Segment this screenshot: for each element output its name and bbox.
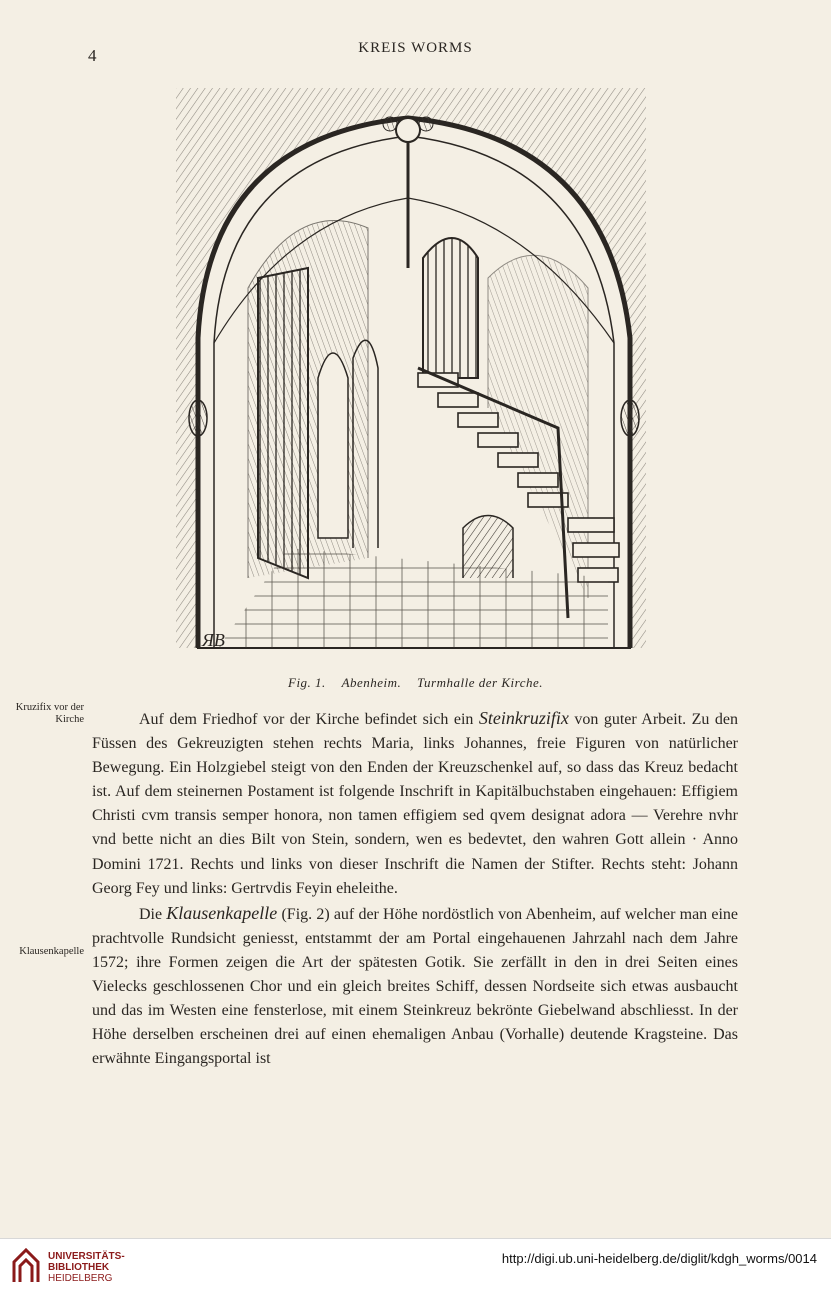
marginal-note-kruzifix: Kruzifix vor der Kirche — [15, 702, 84, 725]
p1-text-rest: von guter Arbeit. Zu den Füssen des Gekreuzigten stehen rechts Maria, links Johannes, freie Figuren von natürlicher Bewegung. Ein Holzgiebel steigt von den Enden der Kreuzschenkel auf, so dass das Kreuz bedacht ist. Auf dem steinernen Postament ist folgende Inschrift in Kapitälbuchstaben eingehauen: Effigiem Christi cvm transis semper honora, non tamen effigiem sed qvem designat adora — Verehre nvhr vnd bette nicht an dies Bilt von Stein, sondern, wen es bedevtet, den wahren Gott allein · Anno Domini 1721. Rechts und links von dieser Inschrift die Namen der Stifter. Rechts steht: Johann Georg Fey und links: Gertrvdis Feyin eheleithe. — [92, 711, 738, 897]
illustration-turmhalle — [168, 78, 656, 668]
p1-emphasis: Steinkruzifix — [478, 708, 569, 728]
p2-emphasis: Klausenkapelle — [166, 902, 278, 923]
library-logo-icon[interactable] — [10, 1248, 42, 1289]
library-name[interactable] — [48, 1251, 125, 1284]
caption-subject: Turmhalle der Kirche. — [417, 675, 543, 690]
caption-label: Fig. 1. — [288, 675, 326, 690]
source-url-link[interactable]: http://digi.ub.uni-heidelberg.de/diglit/kdgh_worms/0014 — [501, 1251, 817, 1266]
library-name-line2: BIBLIOTHEK — [48, 1262, 110, 1273]
running-title: KREIS WORMS — [358, 40, 473, 56]
paragraph-klausenkapelle — [92, 901, 738, 1072]
figure-caption — [0, 675, 831, 691]
paragraph-steinkruzifix — [92, 706, 738, 901]
caption-place: Abenheim. — [341, 675, 402, 690]
p2-text-rest: (Fig. 2) auf der Höhe nordöstlich von Abenheim, auf welcher man eine prachtvolle Rundsicht geniesst, entstammt der am Portal eingehauenen Jahrzahl nach dem Jahre 1572; ihre Formen zeigen die Art der spätesten Gotik. Sie zerfällt in den in drei Seiten eines Vielecks geschlossenen Chor und ein gleich breites Schiff, dessen Nordseite sich etwas ausbaucht und das im Westen eine fensterlose, mit einem Steinkreuz bekrönte Giebelwand abschliesst. In der Höhe derselben erscheinen drei auf einen ehemaligen Anbau (Vorhalle) deutende Kragsteine. Das erwähnte Eingangsportal ist — [92, 905, 739, 1068]
footer-bar — [0, 1238, 831, 1297]
p2-text-start: Die — [139, 905, 167, 923]
page-number: 4 — [88, 46, 97, 65]
svg-text:ЯB: ЯB — [202, 630, 225, 650]
p1-text-start: Auf dem Friedhof vor der Kirche befindet sich ein — [139, 711, 479, 728]
library-name-line1: UNIVERSITÄTS- — [48, 1251, 125, 1262]
library-name-line3: HEIDELBERG — [48, 1273, 113, 1284]
body-text — [92, 706, 738, 1071]
marginal-note-klausenkapelle: Klausenkapelle — [19, 946, 84, 957]
